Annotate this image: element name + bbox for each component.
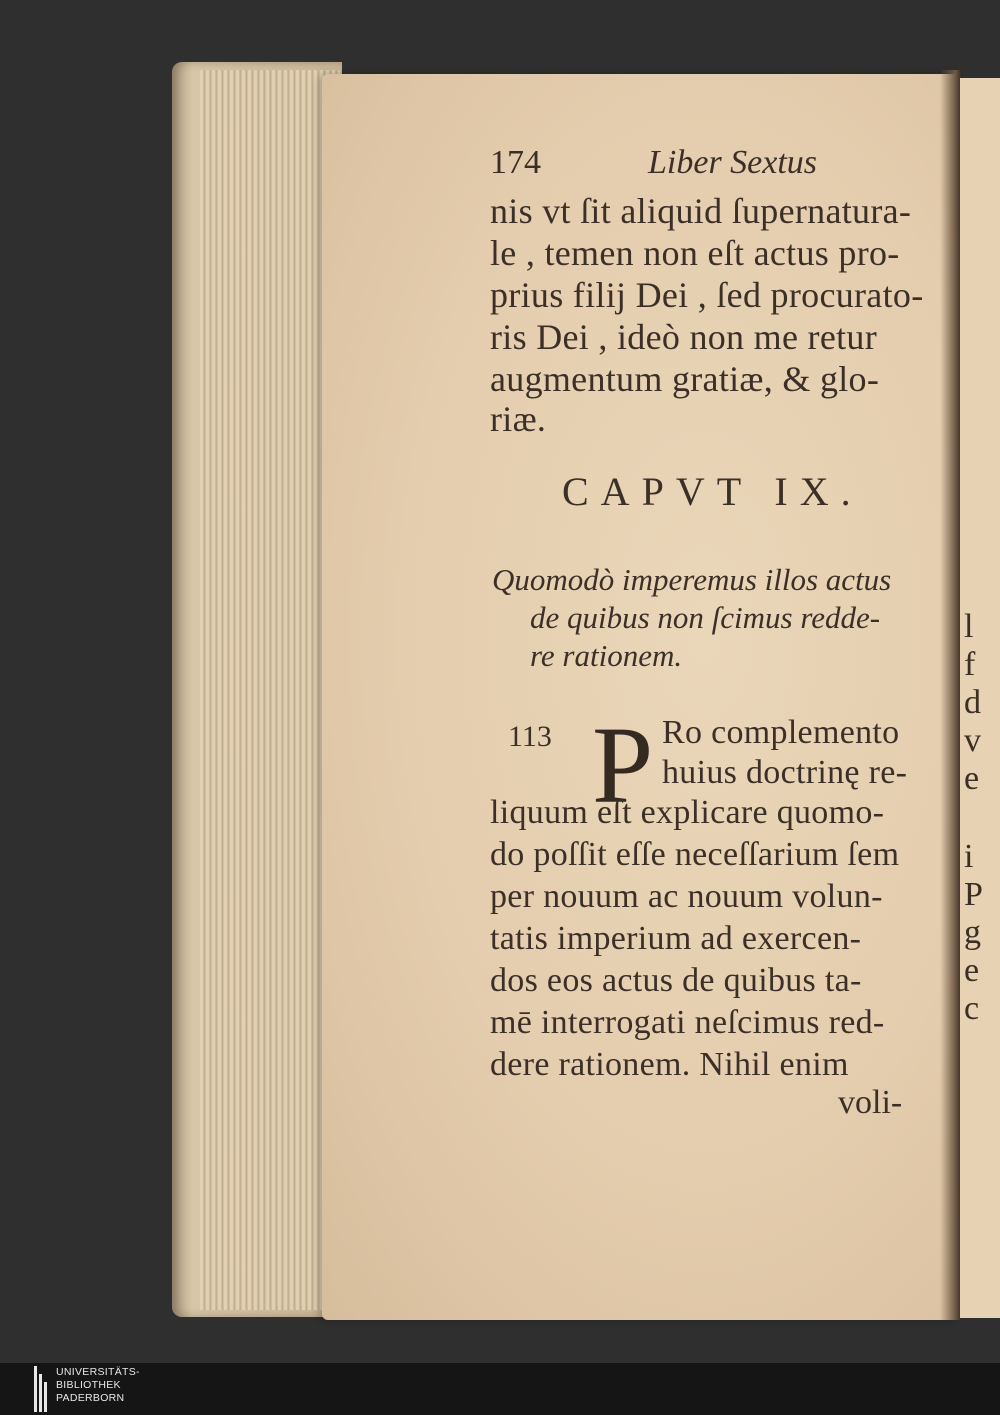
body-line: prius filij Dei , ſed procurato- — [490, 275, 924, 315]
library-logo-text — [56, 1366, 256, 1405]
page-number: 174 — [490, 144, 541, 181]
body-line: augmentum gratiæ, & glo- — [490, 359, 880, 399]
catchword: voli- — [838, 1084, 903, 1121]
logo-line: UNIVERSITÄTS- — [56, 1366, 140, 1378]
section-number: 113 — [508, 720, 552, 753]
facing-page-glyph: e — [964, 760, 980, 797]
logo-line: BIBLIOTHEK — [56, 1379, 121, 1391]
facing-page-glyph: e — [964, 952, 980, 989]
chapter-title-line: de quibus non ſcimus redde- — [530, 600, 881, 635]
body-line: le , temen non eſt actus pro- — [490, 233, 900, 273]
page-edges — [200, 70, 340, 1310]
chapter-title-line: Quomodò imperemus illos actus — [492, 562, 892, 597]
facing-page-glyph: c — [964, 990, 980, 1027]
running-head — [490, 144, 950, 188]
running-head-title: Liber Sextus — [648, 144, 818, 181]
body-line: per nouum ac nouum volun- — [490, 878, 883, 915]
facing-page-glyph: l — [964, 608, 974, 645]
chapter-title-line: re rationem. — [530, 638, 683, 673]
facing-page-glyph: g — [964, 914, 981, 951]
chapter-heading: CAPVT IX. — [562, 469, 863, 514]
facing-page-glyph: i — [964, 838, 974, 875]
body-line: liquum eſt explicare quomo- — [490, 794, 885, 831]
body-line: tatis imperium ad exercen- — [490, 920, 862, 957]
facing-page-glyph: d — [964, 684, 981, 721]
logo-line: PADERBORN — [56, 1392, 125, 1404]
facing-page-glyph: f — [964, 646, 976, 683]
body-line: riæ. — [490, 399, 547, 439]
body-line: huius doctrinę re- — [662, 754, 908, 791]
facing-page-glyph: v — [964, 722, 981, 759]
drop-cap: P — [592, 704, 654, 826]
library-logo-icon — [34, 1366, 50, 1412]
body-line: nis vt ſit aliquid ſupernatura- — [490, 191, 912, 231]
facing-page-edge — [960, 78, 1000, 1318]
book-gutter — [940, 70, 962, 1320]
body-line: do poſſit eſſe neceſſarium ſem — [490, 836, 900, 873]
body-line: dere rationem. Nihil enim — [490, 1046, 849, 1083]
body-line: ris Dei , ideò non me retur — [490, 317, 877, 357]
body-line: Ro complemento — [662, 714, 900, 751]
facing-page-glyph: P — [964, 876, 983, 913]
body-line: dos eos actus de quibus ta- — [490, 962, 862, 999]
body-line: mē interrogati neſcimus red- — [490, 1004, 885, 1041]
